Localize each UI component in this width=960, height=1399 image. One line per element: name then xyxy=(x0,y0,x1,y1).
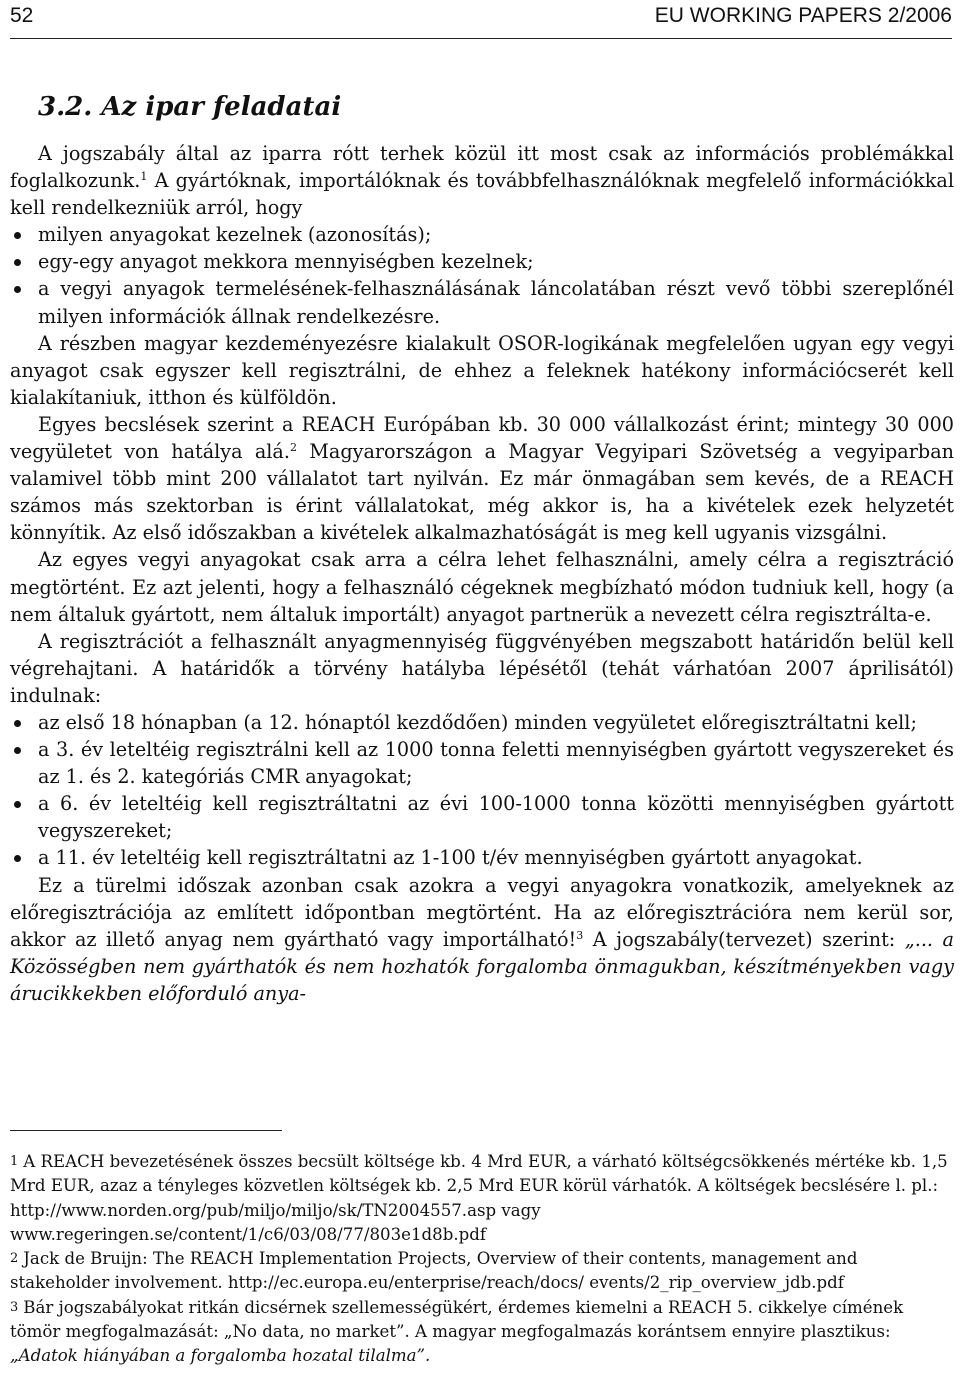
paragraph: A regisztrációt a felhasznált anyagmennyiség függvényében megszabott határidőn belül kell végrehajtani. A határidők a törvény hatályba lépésétől (tehát várhatóan 2007 áprilisától) indulnak: xyxy=(10,629,954,707)
info-list xyxy=(10,221,954,329)
footnote-ref[interactable]: 1 xyxy=(140,170,148,184)
list-item: a vegyi anyagok termelésének-felhasználásának láncolatában részt vevő többi szereplőnél milyen információk állnak rendelkezésre. xyxy=(10,275,954,329)
list-item: a 6. év leteltéig kell regisztráltatni az évi 100-1000 tonna közötti mennyiségben gyártott vegyszereket; xyxy=(10,790,954,844)
paragraph xyxy=(10,411,954,546)
page-header xyxy=(10,0,952,39)
quotation: „... a Közösségben nem gyárthatók és nem hozhatók forgalomba önmagukban, készítményekben vagy árucikkekben előforduló anya- xyxy=(10,927,954,1005)
list-item: az első 18 hónapban (a 12. hónaptól kezdődően) minden vegyületet előregisztráltatni kell; xyxy=(10,709,954,736)
footnote xyxy=(10,1247,954,1296)
list-item: milyen anyagokat kezelnek (azonosítás); xyxy=(10,221,954,248)
paragraph xyxy=(10,872,954,1007)
page-number: 52 xyxy=(10,4,34,27)
list-item: a 11. év leteltéig kell regisztráltatni az 1-100 t/év mennyiségben gyártott anyagokat. xyxy=(10,844,954,871)
deadline-list xyxy=(10,709,954,872)
paragraph-text: A gyártóknak, importálóknak és továbbfelhasználóknak megfelelő információkkal kell rendelkezniük arról, hogy xyxy=(10,169,954,220)
footnote-text: Bár jogszabályokat ritkán dicsérnek szellemességükért, érdemes kiemelni a REACH 5. cikkelye címének tömör megfogalmazását: „No data, no market”. A magyar megfogalmazás korántsem ennyire plasztikus: xyxy=(10,1297,904,1342)
footnote-divider xyxy=(10,1130,282,1131)
footnote-ref[interactable]: 3 xyxy=(576,928,584,942)
paragraph xyxy=(10,140,954,221)
paragraph-text: Magyarországon a Magyar Vegyipari Szövetség a vegyiparban valamivel több mint 200 vállalatot tart nyilván. Ez már önmagában sem kevés, de a REACH számos más szektorban is érint vállalatokat, még akkor is, ha a kivételek ezek helyzetét könnyítik. Az első időszakban a kivételek alkalmazhatóságát is meg kell ugyanis vizsgálni. xyxy=(10,440,955,545)
footnote-mark: 3 xyxy=(10,1299,19,1315)
series-title: EU WORKING PAPERS 2/2006 xyxy=(654,4,952,27)
footnotes xyxy=(10,1150,954,1369)
footnote-text: Jack de Bruijn: The REACH Implementation Projects, Overview of their contents, management and stakeholder involvement. http://ec.europa.eu/enterprise/reach/docs/ events/2_rip_overview_jdb.pdf xyxy=(10,1249,858,1293)
paragraph-text: Ez a türelmi időszak azonban csak azokra a vegyi anyagokra vonatkozik, amelyeknek az előregisztrációja az említett időpontban megtörtént. Ha az előregisztrációra nem kerül sor, akkor az illető anyag nem gyártható vagy importálható! xyxy=(10,873,954,951)
list-item: egy-egy anyagot mekkora mennyiségben kezelnek; xyxy=(10,248,954,275)
paragraph-text: Egyes becslések szerint a REACH Európában kb. 30 000 vállalkozást érint; mintegy 30 000 vegyületet von hatálya alá. xyxy=(10,412,954,464)
footnote xyxy=(10,1296,954,1369)
footnote-text: A REACH bevezetésének összes becsült költsége kb. 4 Mrd EUR, a várható költségcsökkenés mértéke kb. 1,5 Mrd EUR, azaz a tényleges közvetlen költségek kb. 2,5 Mrd EUR körül várhatók. A költségek becslésére l. pl.: http://www.norden.org/pub/miljo/miljo/sk/TN2004557.asp vagy www.regeringen.se/content/1/c6/03/08/77/803e1d8b.pdf xyxy=(10,1152,948,1244)
section-title: 3.2. Az ipar feladatai xyxy=(38,92,342,122)
paragraph: Az egyes vegyi anyagokat csak arra a célra lehet felhasználni, amely célra a regisztráció megtörtént. Ez azt jelenti, hogy a felhasználó cégeknek megbízható módon tudniuk kell, hogy (a nem általuk gyártott, nem általuk importált) anyagot partnerük a nevezett célra regisztrálta-e. xyxy=(10,548,954,626)
paragraph-text: A jogszabály által az iparra rótt terhek közül itt most csak az információs problémákkal foglalkozunk. xyxy=(10,142,954,193)
footnote xyxy=(10,1150,954,1247)
body-text xyxy=(10,140,954,1007)
paragraph: A részben magyar kezdeményezésre kialakult OSOR-logikának megfelelően ugyan egy vegyi anyagot csak egyszer kell regisztrálni, de ehhez a feleknek hatékony információcserét kell kialakítaniuk, itthon és külföldön. xyxy=(10,331,954,409)
footnote-ref[interactable]: 2 xyxy=(289,441,297,455)
footnote-mark: 2 xyxy=(10,1251,19,1267)
paragraph-text: A jogszabály(tervezet) szerint: xyxy=(583,927,905,951)
footnote-mark: 1 xyxy=(10,1154,19,1169)
footnote-italic-text: „Adatok hiányában a forgalomba hozatal tilalma”. xyxy=(10,1346,431,1366)
list-item: a 3. év leteltéig regisztrálni kell az 1000 tonna feletti mennyiségben gyártott vegyszereket és az 1. és 2. kategóriás CMR anyagokat; xyxy=(10,736,954,790)
